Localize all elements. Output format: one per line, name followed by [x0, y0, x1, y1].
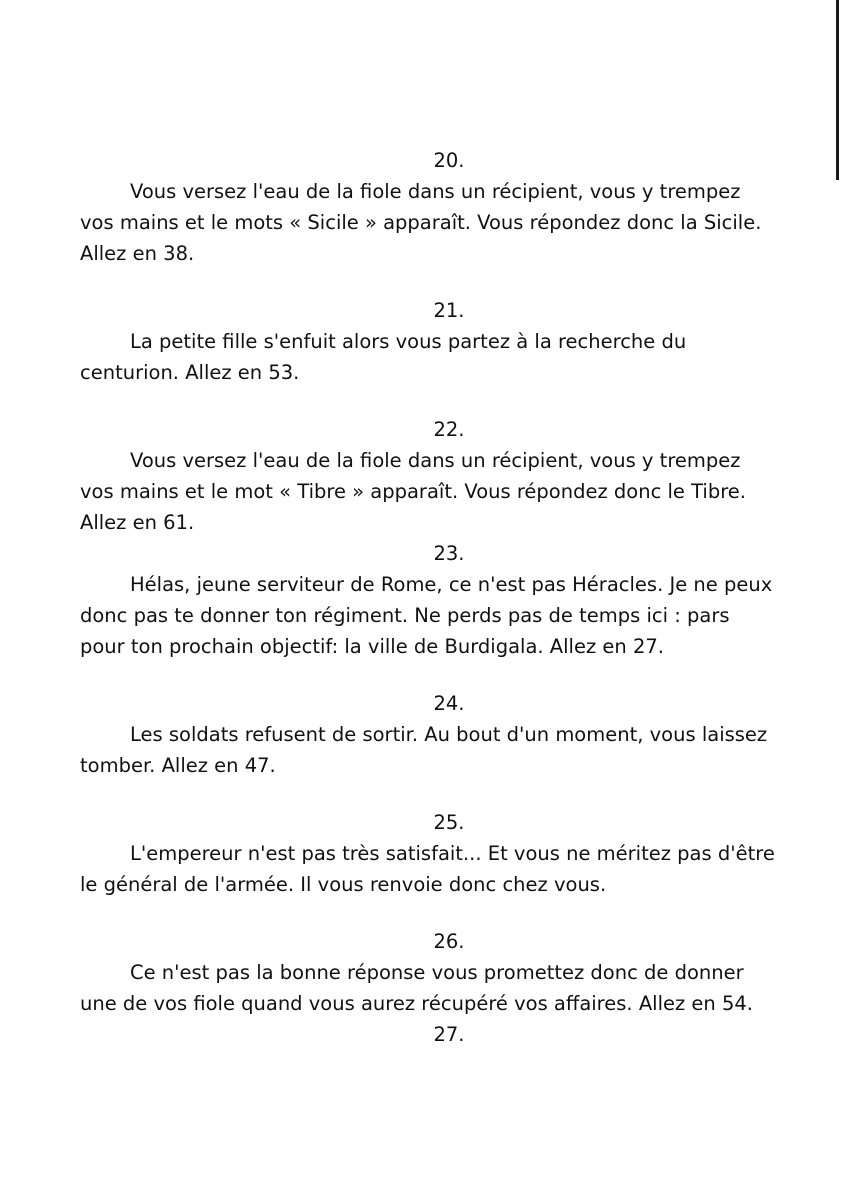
section-number: 26. — [433, 930, 465, 953]
section-24 — [80, 688, 780, 781]
scan-edge-line — [836, 0, 839, 180]
section-number: 22. — [433, 418, 465, 441]
section-text: Hélas, jeune serviteur de Rome, ce n'est pas Héracles. Je ne peux donc pas te donner ton régiment. Ne perds pas de temps ici : pars pour ton prochain objectif: la ville de Burdigala. Allez en 27. — [80, 573, 773, 658]
section-text: Les soldats refusent de sortir. Au bout d'un moment, vous laissez tomber. Allez en 47. — [80, 723, 768, 777]
page-content — [80, 145, 780, 1050]
section-number: 21. — [433, 299, 465, 322]
section-text: Ce n'est pas la bonne réponse vous promettez donc de donner une de vos fiole quand vous aurez récupéré vos affaires. Allez en 54. — [80, 961, 753, 1015]
section-number: 24. — [433, 692, 465, 715]
section-22 — [80, 414, 780, 538]
section-number: 25. — [433, 811, 465, 834]
section-text: Vous versez l'eau de la fiole dans un récipient, vous y trempez vos mains et le mots « Sicile » apparaît. Vous répondez donc la Sicile. Allez en 38. — [80, 180, 762, 265]
section-number: 20. — [433, 149, 465, 172]
section-21 — [80, 295, 780, 388]
section-text: La petite fille s'enfuit alors vous partez à la recherche du centurion. Allez en 53. — [80, 330, 687, 384]
section-number: 27. — [433, 1023, 465, 1046]
section-26 — [80, 926, 780, 1019]
section-23 — [80, 538, 780, 662]
section-27 — [80, 1019, 780, 1050]
section-20 — [80, 145, 780, 269]
section-number: 23. — [433, 542, 465, 565]
section-text: L'empereur n'est pas très satisfait... Et vous ne méritez pas d'être le général de l'armée. Il vous renvoie donc chez vous. — [80, 842, 775, 896]
section-25 — [80, 807, 780, 900]
section-text: Vous versez l'eau de la fiole dans un récipient, vous y trempez vos mains et le mot « Tibre » apparaît. Vous répondez donc le Tibre. Allez en 61. — [80, 449, 746, 534]
